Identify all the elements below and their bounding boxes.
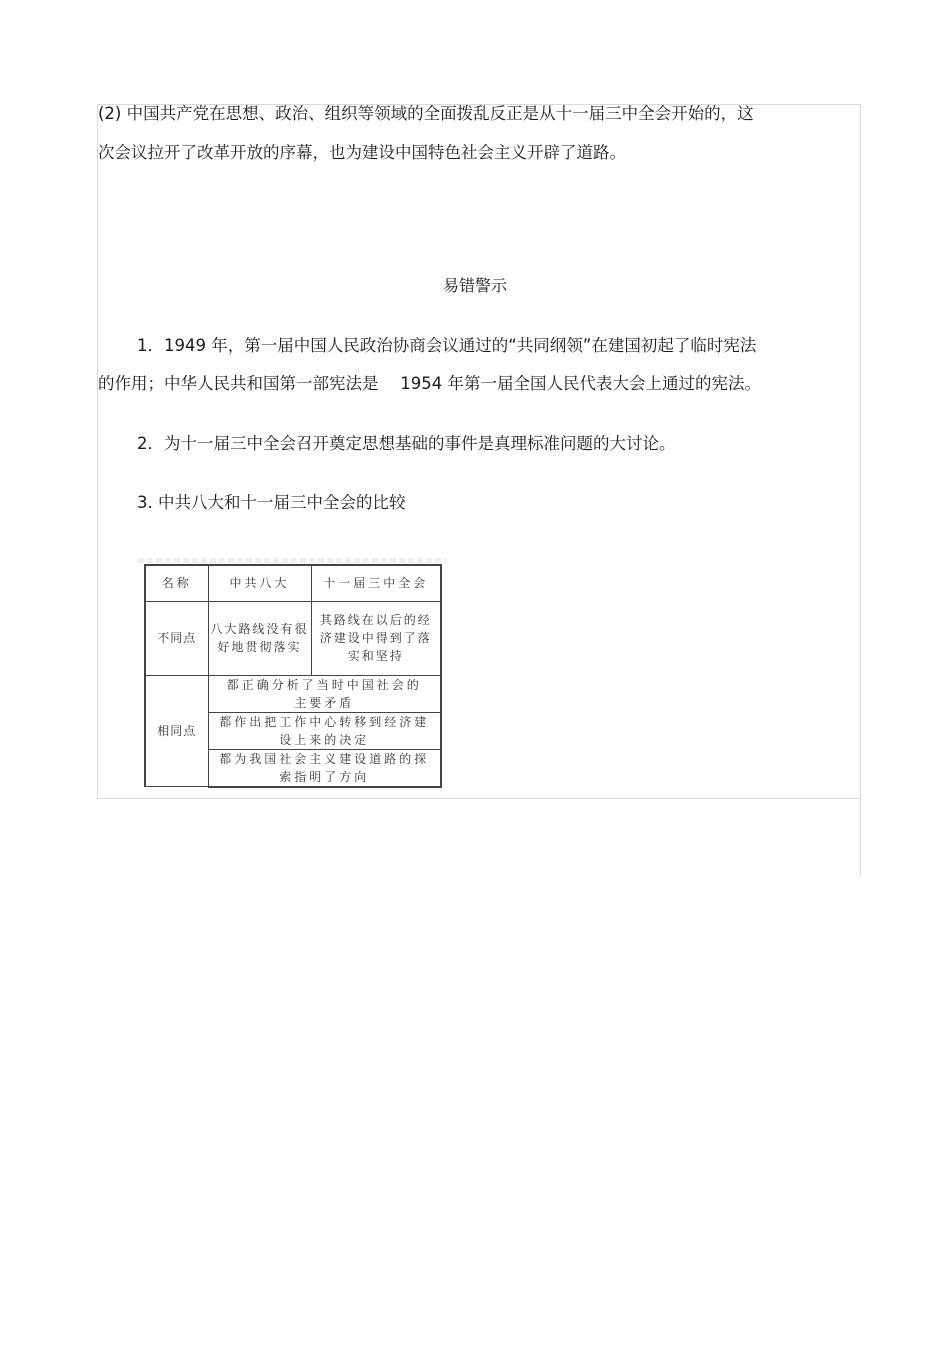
table-header-col2: 十一届三中全会 (311, 565, 441, 601)
paragraph-2-line-2: 次会议拉开了改革开放的序幕，也为建设中国特色社会主义开辟了道路。 (98, 143, 626, 162)
table-row-diff-label: 不同点 (145, 601, 208, 675)
item-3: 3. 中共八大和十一届三中全会的比较 (137, 493, 406, 512)
frame-right-line (860, 104, 861, 876)
table-header-col1: 中共八大 (208, 565, 311, 601)
frame-left-line (97, 104, 98, 798)
frame-bottom-line (97, 798, 860, 799)
item-1-line-2: 的作用；中华人民共和国第一部宪法是 1954 年第一届全国人民代表大会上通过的宪法。 (98, 374, 761, 393)
table-row-diff-col1: 八大路线没有很好地贯彻落实 (208, 601, 311, 675)
item-2: 2．为十一届三中全会召开奠定思想基础的事件是真理标准问题的大讨论。 (137, 434, 676, 453)
table-image-header-strip (138, 558, 446, 563)
table-same-point-3: 都为我国社会主义建设道路的探索指明了方向 (208, 749, 441, 787)
comparison-table (144, 564, 442, 788)
table-row-same-label: 相同点 (145, 675, 208, 787)
paragraph-2-line-1: (2) 中国共产党在思想、政治、组织等领域的全面拨乱反正是从十一届三中全会开始的，这 (98, 104, 754, 123)
table-same-point-1: 都正确分析了当时中国社会的主要矛盾 (208, 675, 441, 712)
table-header-name: 名称 (145, 565, 208, 601)
table-same-point-2: 都作出把工作中心转移到经济建设上来的决定 (208, 712, 441, 749)
table-row-diff-col2: 其路线在以后的经济建设中得到了落实和坚持 (311, 601, 441, 675)
item-1-line-1: 1．1949 年，第一届中国人民政治协商会议通过的“共同纲领”在建国初起了临时宪法 (137, 336, 757, 355)
section-title: 易错警示 (443, 276, 508, 295)
